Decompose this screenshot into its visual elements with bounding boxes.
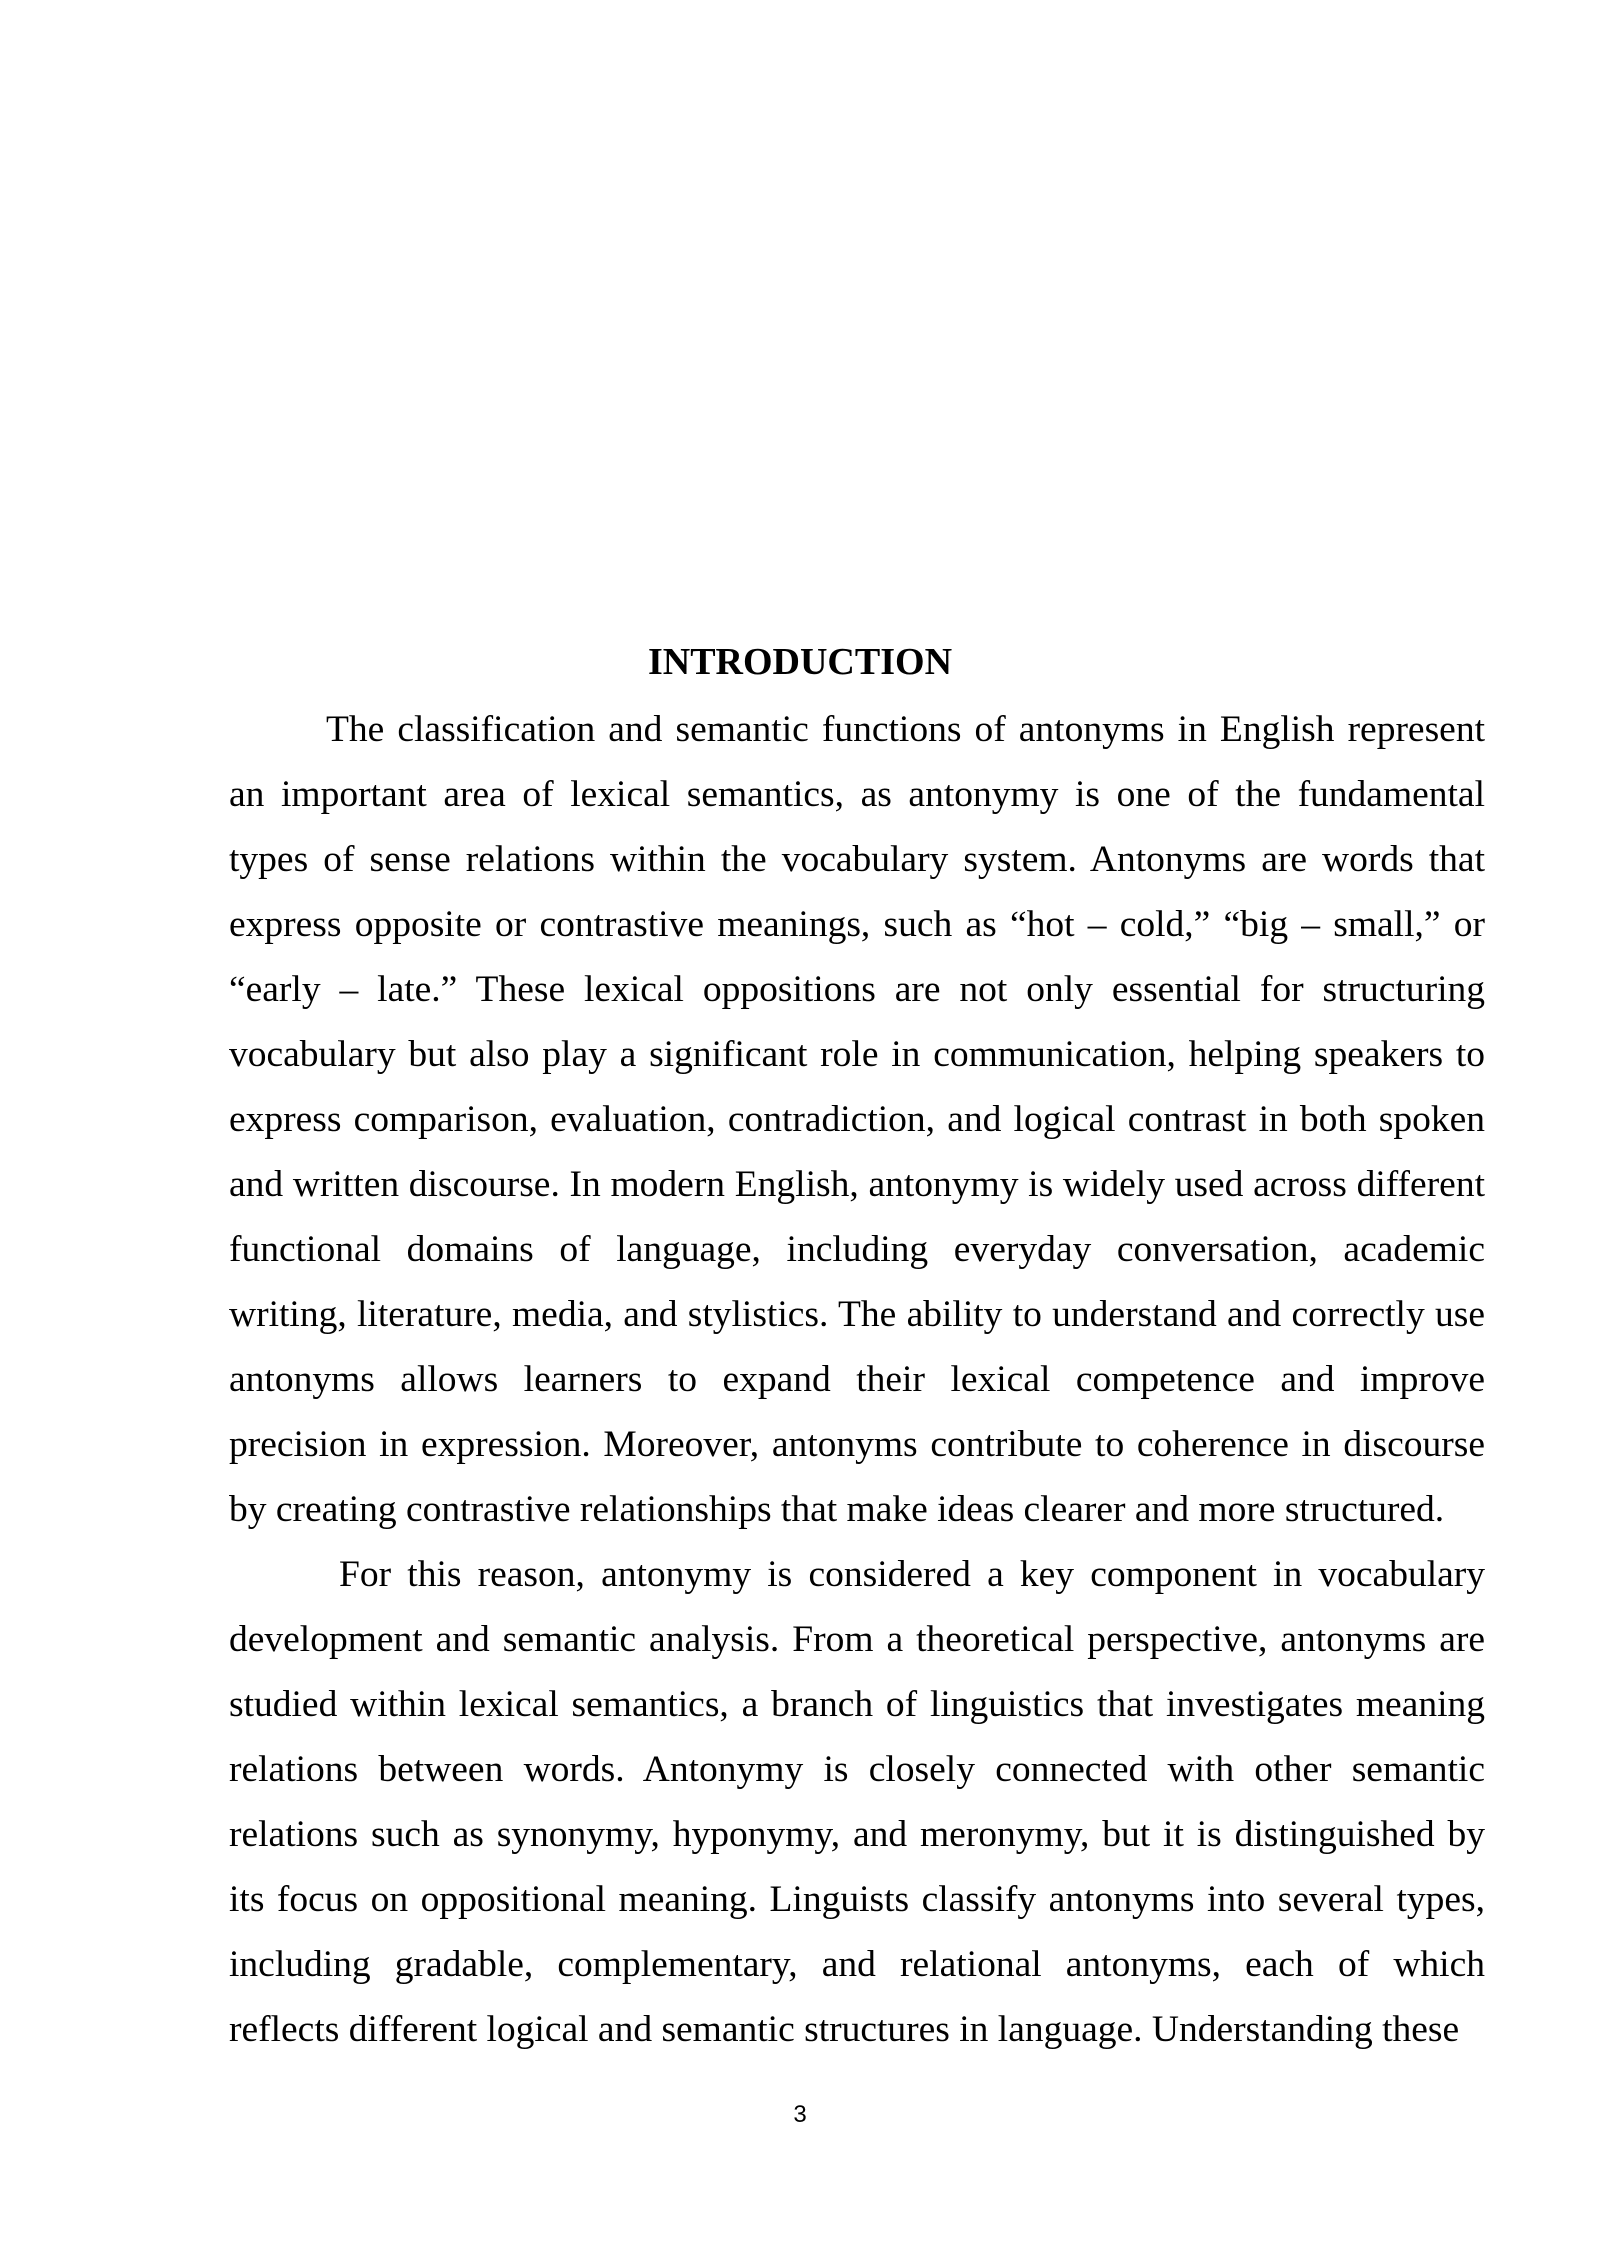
paragraph-2: For this reason, antonymy is considered a key component in vocabulary development and semantic analysis. From a theoretical perspective, antonyms are studied within lexical semantics, a branch of linguistics that investigates meaning relations between words. Antonymy is closely connected with other semantic relations such as synonymy, hyponymy, and meronymy, but it is distinguished by its focus on oppositional meaning. Linguists classify antonyms into several types, including gradable, complementary, and relational antonyms, each of which reflects different logical and semantic structures in language. Understanding these: [229, 1554, 1485, 2050]
body-text: [229, 697, 1485, 2062]
page-title: INTRODUCTION: [647, 641, 953, 683]
paragraph-1: The classification and semantic functions of antonyms in English represent an important area of lexical semantics, as antonymy is one of the fundamental types of sense relations within the vocabulary system. Antonyms are words that express opposite or contrastive meanings, such as “hot – cold,” “big – small,” or “early – late.” These lexical oppositions are not only essential for structuring vocabulary but also play a significant role in communication, helping speakers to express comparison, evaluation, contradiction, and logical contrast in both spoken and written discourse. In modern English, antonymy is widely used across different functional domains of language, including everyday conversation, academic writing, literature, media, and stylistics. The ability to understand and correctly use antonyms allows learners to expand their lexical competence and improve precision in expression. Moreover, antonyms contribute to coherence in discourse by creating contrastive relationships that make ideas clearer and more structured.: [229, 709, 1485, 1530]
page-number: 3: [793, 2101, 807, 2128]
